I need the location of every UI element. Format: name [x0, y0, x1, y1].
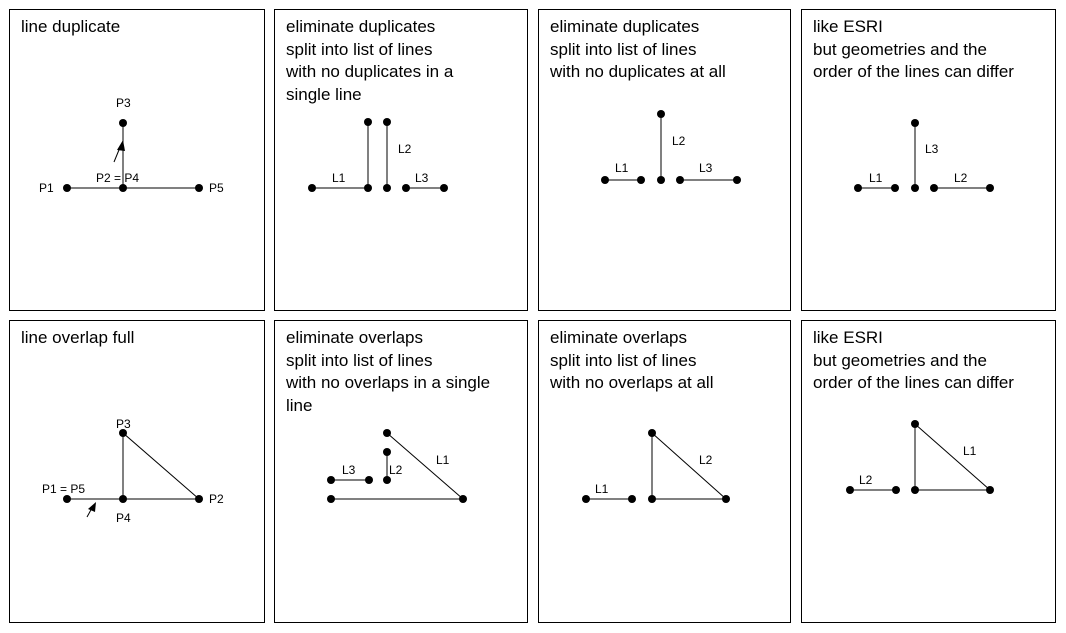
vertex-point — [383, 476, 391, 484]
vertex-point — [676, 176, 684, 184]
title-line: eliminate overlaps — [550, 328, 688, 347]
title-line: split into list of lines — [286, 350, 433, 370]
vertex-point — [327, 495, 335, 503]
point-label: P2 — [209, 492, 224, 506]
vertex-point — [364, 118, 372, 126]
segment — [652, 433, 726, 499]
panel-like-esri-duplicates — [801, 9, 1056, 311]
title-line: with no overlaps in a single — [286, 373, 491, 392]
panel-eliminate-overlaps-all — [538, 320, 791, 623]
line-label: L1 — [963, 444, 977, 458]
vertex-point — [365, 476, 373, 484]
title-line: line — [286, 395, 313, 415]
vertex-point — [648, 429, 656, 437]
vertex-point — [440, 184, 448, 192]
title-line: split into list of lines — [550, 39, 697, 59]
vertex-point — [911, 486, 919, 494]
segment — [915, 424, 990, 490]
diagram-eliminate-overlaps-all — [539, 321, 792, 624]
vertex-point — [308, 184, 316, 192]
line-label: L2 — [672, 134, 686, 148]
vertex-point — [722, 495, 730, 503]
vertex-point — [637, 176, 645, 184]
vertex-point — [582, 495, 590, 503]
point-label: P1 = P5 — [42, 482, 86, 496]
vertex-point — [364, 184, 372, 192]
point-label: P3 — [116, 417, 131, 431]
diagram-like-esri-overlaps — [802, 321, 1057, 624]
diagram-line-overlap-full — [10, 321, 266, 624]
line-label: L2 — [699, 453, 713, 467]
vertex-point — [195, 184, 203, 192]
diagram-like-esri-duplicates — [802, 10, 1057, 312]
diagram-eliminate-overlaps-single — [275, 321, 529, 624]
line-label: L3 — [925, 142, 939, 156]
title-line: order of the lines can differ — [813, 373, 1014, 392]
vertex-point — [601, 176, 609, 184]
title-line: like ESRI — [813, 17, 883, 36]
title-line: eliminate duplicates — [286, 17, 436, 36]
line-label: L1 — [436, 453, 450, 467]
vertex-point — [657, 110, 665, 118]
vertex-point — [986, 486, 994, 494]
panel-line-overlap-full — [9, 320, 265, 623]
arrow-head-icon — [88, 502, 96, 512]
vertex-point — [892, 486, 900, 494]
line-label: L1 — [615, 161, 629, 175]
vertex-point — [119, 119, 127, 127]
panel-line-duplicate — [9, 9, 265, 311]
vertex-point — [733, 176, 741, 184]
panel-eliminate-duplicates-all — [538, 9, 791, 311]
title-line: with no duplicates at all — [550, 62, 726, 81]
vertex-point — [986, 184, 994, 192]
panel-eliminate-duplicates-single — [274, 9, 528, 311]
vertex-point — [402, 184, 410, 192]
title-line: split into list of lines — [550, 350, 697, 370]
title-line: line overlap full — [21, 328, 135, 347]
vertex-point — [911, 420, 919, 428]
vertex-point — [846, 486, 854, 494]
vertex-point — [459, 495, 467, 503]
panel-like-esri-overlaps — [801, 320, 1056, 623]
title-line: with no overlaps at all — [550, 373, 714, 392]
line-label: L2 — [954, 171, 968, 185]
vertex-point — [119, 184, 127, 192]
point-label: P5 — [209, 181, 224, 195]
line-label: L1 — [332, 171, 346, 185]
vertex-point — [911, 119, 919, 127]
vertex-point — [383, 429, 391, 437]
title-line: single line — [286, 84, 362, 104]
title-line: but geometries and the — [813, 350, 987, 370]
line-label: L1 — [869, 171, 883, 185]
diagram-line-duplicate — [10, 10, 266, 312]
diagram-eliminate-duplicates-all — [539, 10, 792, 312]
title-line: with no duplicates in a — [286, 62, 454, 81]
vertex-point — [327, 476, 335, 484]
point-label: P2 = P4 — [96, 171, 140, 185]
vertex-point — [891, 184, 899, 192]
segment — [123, 433, 199, 499]
line-label: L3 — [415, 171, 429, 185]
vertex-point — [119, 495, 127, 503]
panel-eliminate-overlaps-single — [274, 320, 528, 623]
line-label: L3 — [342, 463, 356, 477]
diagram-eliminate-duplicates-single — [275, 10, 529, 312]
title-line: line duplicate — [21, 17, 121, 36]
title-line: split into list of lines — [286, 39, 433, 59]
vertex-point — [195, 495, 203, 503]
vertex-point — [657, 176, 665, 184]
point-label: P3 — [116, 96, 131, 110]
arrow-head-icon — [117, 140, 125, 151]
title-line: eliminate duplicates — [550, 17, 700, 36]
vertex-point — [383, 184, 391, 192]
title-line: but geometries and the — [813, 39, 987, 59]
point-label: P4 — [116, 511, 131, 525]
title-line: like ESRI — [813, 328, 883, 347]
line-label: L2 — [389, 463, 403, 477]
vertex-point — [63, 495, 71, 503]
vertex-point — [854, 184, 862, 192]
point-label: P1 — [39, 181, 54, 195]
title-line: order of the lines can differ — [813, 62, 1014, 81]
vertex-point — [628, 495, 636, 503]
vertex-point — [930, 184, 938, 192]
vertex-point — [63, 184, 71, 192]
line-label: L2 — [859, 473, 873, 487]
vertex-point — [383, 448, 391, 456]
vertex-point — [648, 495, 656, 503]
line-label: L3 — [699, 161, 713, 175]
line-label: L1 — [595, 482, 609, 496]
vertex-point — [911, 184, 919, 192]
line-label: L2 — [398, 142, 412, 156]
title-line: eliminate overlaps — [286, 328, 424, 347]
vertex-point — [383, 118, 391, 126]
